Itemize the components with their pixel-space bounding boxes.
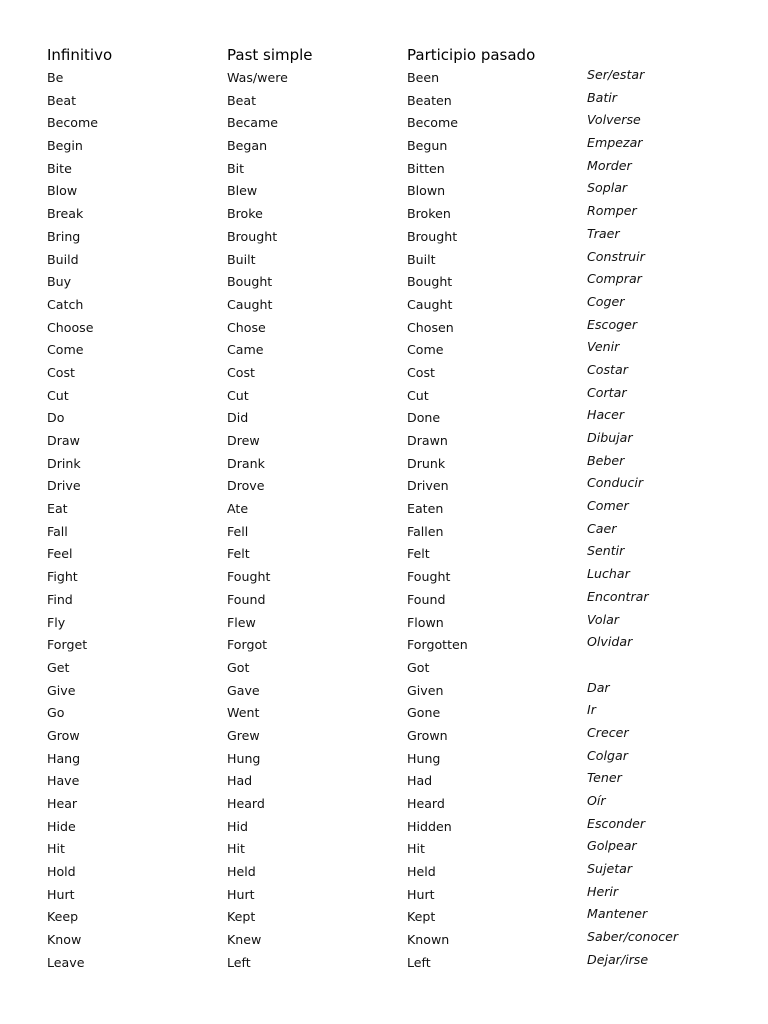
cell-infinitive: Choose [47, 319, 94, 335]
cell-infinitive: Grow [47, 727, 80, 743]
cell-past-participle: Been [407, 70, 440, 85]
cell-past-simple: Bit [227, 160, 245, 176]
table-row [0, 385, 768, 408]
cell-past-simple: Came [227, 342, 264, 358]
cell-past-simple: Felt [227, 546, 250, 562]
cell-infinitive: Buy [47, 274, 72, 290]
cell-past-participle: Felt [407, 546, 430, 562]
cell-translation: Encontrar [587, 588, 649, 604]
cell-past-participle: Held [407, 864, 436, 880]
cell-past-simple: Held [227, 864, 256, 880]
cell-past-participle: Built [407, 251, 436, 267]
table-row [0, 271, 768, 294]
cell-past-simple: Hid [227, 818, 248, 834]
table-row [0, 453, 768, 476]
cell-translation: Golpear [587, 838, 637, 854]
cell-infinitive: Hold [47, 864, 76, 880]
cell-past-participle: Brought [407, 228, 458, 244]
cell-past-simple: Heard [227, 796, 265, 811]
cell-infinitive: Give [47, 682, 76, 698]
cell-past-simple: Hung [227, 750, 261, 766]
cell-translation: Dar [587, 679, 610, 695]
cell-past-simple: Went [227, 705, 260, 721]
cell-past-simple: Flew [227, 614, 256, 630]
table-row [0, 475, 768, 498]
table-row [0, 816, 768, 839]
cell-infinitive: Fly [47, 614, 66, 630]
table-row [0, 702, 768, 725]
cell-past-simple: Ate [227, 501, 249, 517]
cell-infinitive: Bring [47, 228, 81, 244]
cell-past-simple: Left [227, 954, 251, 970]
cell-past-participle: Eaten [407, 501, 444, 517]
header-past-simple: Past simple [227, 46, 313, 64]
cell-translation: Comer [587, 498, 629, 514]
cell-past-simple: Built [227, 251, 256, 267]
cell-past-simple: Drew [227, 433, 260, 448]
table-row [0, 90, 768, 113]
cell-infinitive: Forget [47, 637, 88, 653]
table-row [0, 498, 768, 521]
table-row [0, 884, 768, 907]
cell-translation: Comprar [587, 271, 642, 287]
table-row [0, 294, 768, 317]
cell-infinitive: Leave [47, 954, 85, 970]
table-row [0, 180, 768, 203]
cell-past-participle: Hit [407, 841, 425, 857]
cell-translation: Costar [587, 361, 628, 377]
cell-past-participle: Cost [407, 364, 435, 380]
cell-past-simple: Broke [227, 206, 263, 222]
table-row [0, 226, 768, 249]
cell-past-simple: Fell [227, 523, 249, 539]
cell-past-participle: Caught [407, 296, 453, 312]
cell-past-participle: Beaten [407, 92, 452, 108]
cell-past-simple: Got [227, 659, 250, 675]
cell-infinitive: Draw [47, 433, 80, 448]
cell-translation: Hacer [587, 407, 625, 423]
cell-past-simple: Chose [227, 319, 266, 335]
table-row [0, 112, 768, 135]
table-row [0, 589, 768, 612]
cell-past-simple: Drove [227, 478, 265, 494]
cell-past-participle: Fallen [407, 523, 444, 539]
cell-past-simple: Cut [227, 387, 249, 403]
cell-infinitive: Keep [47, 909, 79, 925]
cell-past-participle: Drawn [407, 433, 448, 448]
table-row [0, 135, 768, 158]
cell-past-participle: Done [407, 410, 441, 426]
table-row [0, 929, 768, 952]
cell-infinitive: Hear [47, 796, 78, 811]
table-row [0, 67, 768, 90]
cell-past-participle: Bought [407, 274, 453, 290]
cell-past-simple: Beat [227, 92, 257, 108]
table-row [0, 566, 768, 589]
cell-translation: Cortar [587, 384, 627, 400]
table-row [0, 317, 768, 340]
cell-past-simple: Was/were [227, 70, 288, 85]
cell-infinitive: Beat [47, 92, 77, 108]
cell-past-simple: Bought [227, 274, 273, 290]
cell-translation: Ir [587, 702, 596, 718]
cell-past-participle: Hurt [407, 886, 435, 902]
cell-past-simple: Had [227, 773, 253, 789]
cell-past-participle: Gone [407, 705, 441, 721]
cell-translation: Conducir [587, 475, 644, 491]
cell-past-participle: Chosen [407, 319, 454, 335]
table-row [0, 430, 768, 453]
cell-past-simple: Found [227, 591, 266, 607]
cell-past-participle: Left [407, 954, 431, 970]
cell-translation: Escoger [587, 316, 638, 332]
table-row [0, 158, 768, 181]
cell-infinitive: Come [47, 342, 84, 358]
cell-translation: Batir [587, 89, 617, 105]
cell-past-participle: Fought [407, 569, 451, 585]
cell-infinitive: Blow [47, 183, 78, 199]
table-row [0, 861, 768, 884]
cell-past-simple: Hit [227, 841, 245, 857]
cell-infinitive: Do [47, 410, 65, 426]
cell-translation: Romper [587, 203, 637, 219]
cell-translation: Morder [587, 157, 632, 173]
table-row [0, 521, 768, 544]
cell-past-participle: Drunk [407, 455, 446, 471]
table-row [0, 634, 768, 657]
cell-translation: Construir [587, 248, 645, 264]
cell-past-participle: Found [407, 591, 446, 607]
cell-past-participle: Heard [407, 796, 445, 811]
table-row [0, 770, 768, 793]
cell-infinitive: Hide [47, 818, 76, 834]
cell-infinitive: Cost [47, 364, 75, 380]
table-row [0, 362, 768, 385]
cell-translation: Volar [587, 611, 619, 627]
table-row [0, 748, 768, 771]
cell-translation: Coger [587, 293, 625, 309]
cell-translation: Venir [587, 339, 620, 355]
cell-translation: Beber [587, 452, 625, 468]
cell-translation: Empezar [587, 135, 643, 151]
table-row [0, 838, 768, 861]
cell-past-participle: Driven [407, 478, 449, 494]
header-infinitive: Infinitivo [47, 46, 113, 64]
table-row [0, 543, 768, 566]
table-row [0, 612, 768, 635]
cell-past-simple: Cost [227, 364, 255, 380]
cell-translation: Esconder [587, 815, 646, 831]
table-row [0, 407, 768, 430]
cell-translation: Sujetar [587, 861, 633, 877]
cell-translation: Dejar/irse [587, 951, 649, 967]
cell-translation: Soplar [587, 180, 628, 196]
cell-past-simple: Gave [227, 682, 260, 698]
cell-translation: Volverse [587, 112, 641, 128]
cell-past-participle: Hung [407, 750, 441, 766]
table-row [0, 339, 768, 362]
cell-past-simple: Hurt [227, 886, 255, 902]
table-row [0, 793, 768, 816]
table-row [0, 249, 768, 272]
cell-past-simple: Became [227, 115, 279, 131]
cell-past-participle: Come [407, 342, 444, 358]
cell-infinitive: Go [47, 705, 65, 721]
table-row [0, 680, 768, 703]
cell-infinitive: Feel [47, 546, 73, 562]
cell-past-participle: Got [407, 659, 430, 675]
cell-past-participle: Flown [407, 614, 444, 630]
cell-past-simple: Caught [227, 296, 273, 312]
table-row [0, 203, 768, 226]
cell-past-participle: Had [407, 773, 433, 789]
cell-translation: Olvidar [587, 634, 633, 650]
cell-translation: Mantener [587, 906, 648, 922]
cell-infinitive: Be [47, 70, 64, 85]
verb-rows [0, 67, 768, 975]
cell-past-participle: Known [407, 932, 450, 948]
cell-past-participle: Become [407, 115, 459, 131]
cell-past-simple: Drank [227, 455, 265, 471]
cell-infinitive: Have [47, 773, 80, 789]
table-row [0, 952, 768, 975]
cell-translation: Ser/estar [587, 67, 645, 82]
cell-translation: Herir [587, 883, 619, 899]
cell-past-simple: Grew [227, 727, 260, 743]
cell-infinitive: Cut [47, 387, 69, 403]
cell-infinitive: Know [47, 932, 82, 948]
cell-translation: Sentir [587, 543, 625, 559]
cell-infinitive: Fight [47, 569, 78, 585]
cell-translation: Colgar [587, 747, 628, 763]
cell-past-participle: Broken [407, 206, 451, 222]
cell-past-participle: Bitten [407, 160, 445, 176]
cell-infinitive: Hit [47, 841, 65, 857]
cell-translation: Luchar [587, 566, 630, 582]
table-row [0, 725, 768, 748]
cell-infinitive: Eat [47, 501, 68, 517]
cell-past-participle: Forgotten [407, 637, 468, 653]
cell-infinitive: Get [47, 659, 70, 675]
cell-past-participle: Begun [407, 138, 448, 154]
cell-infinitive: Fall [47, 523, 68, 539]
cell-infinitive: Drink [47, 455, 81, 471]
cell-past-simple: Brought [227, 228, 278, 244]
cell-past-participle: Blown [407, 183, 446, 199]
cell-infinitive: Become [47, 115, 99, 131]
cell-past-simple: Blew [227, 183, 258, 199]
cell-infinitive: Hang [47, 750, 81, 766]
cell-past-simple: Forgot [227, 637, 268, 653]
cell-translation: Tener [587, 770, 622, 786]
cell-infinitive: Hurt [47, 886, 75, 902]
cell-translation: Saber/conocer [587, 929, 679, 945]
cell-past-simple: Knew [227, 932, 262, 948]
cell-infinitive: Begin [47, 138, 83, 154]
cell-infinitive: Catch [47, 296, 84, 312]
cell-infinitive: Drive [47, 478, 81, 494]
cell-infinitive: Bite [47, 160, 72, 176]
cell-past-participle: Kept [407, 909, 436, 925]
cell-translation: Traer [587, 225, 620, 241]
cell-past-simple: Fought [227, 569, 271, 585]
cell-infinitive: Find [47, 591, 73, 607]
cell-infinitive: Build [47, 251, 79, 267]
cell-translation: Oír [587, 793, 606, 808]
table-header-row [0, 43, 768, 67]
cell-past-simple: Began [227, 138, 268, 154]
cell-past-participle: Hidden [407, 818, 452, 834]
cell-translation: Caer [587, 520, 617, 536]
cell-past-participle: Given [407, 682, 444, 698]
cell-past-simple: Kept [227, 909, 256, 925]
cell-past-participle: Cut [407, 387, 429, 403]
header-past-participle: Participio pasado [407, 46, 536, 64]
cell-translation: Crecer [587, 724, 629, 740]
cell-past-simple: Did [227, 410, 249, 426]
cell-translation: Dibujar [587, 430, 633, 445]
cell-past-participle: Grown [407, 727, 448, 743]
cell-infinitive: Break [47, 206, 84, 222]
table-row [0, 657, 768, 680]
